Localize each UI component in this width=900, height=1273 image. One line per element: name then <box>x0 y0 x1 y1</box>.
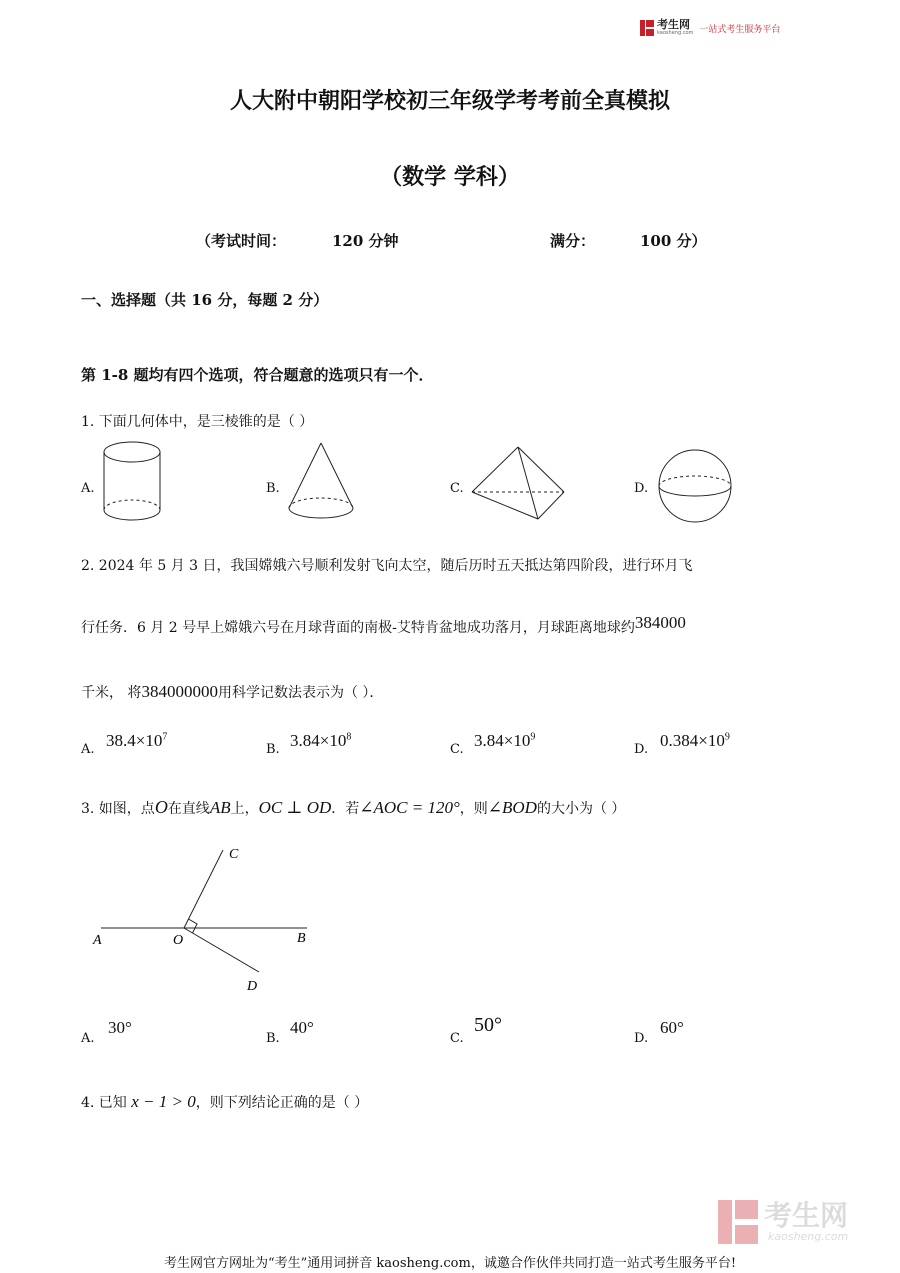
question-2-line-3-post: 用科学记数法表示为（ ）． <box>217 685 384 701</box>
q3-line-ab: AB <box>209 798 231 817</box>
q3-option-c-value: 50° <box>474 1014 502 1036</box>
ray-oc <box>184 850 223 928</box>
triangular-pyramid-figure <box>468 444 568 524</box>
q3-pre: 3. 如图，点 <box>81 801 155 817</box>
section-heading: 一、选择题（共 16 分，每题 2 分） <box>81 291 329 309</box>
label-a: A <box>93 933 102 948</box>
label-d: D <box>247 979 258 994</box>
q2-option-a-exp: 7 <box>162 731 168 743</box>
exam-time-value: 120 分钟 <box>332 232 399 250</box>
q3-angle-bod: ∠BOD <box>487 798 537 817</box>
q3-option-d-value: 60° <box>660 1018 684 1037</box>
q2-option-b-value <box>290 731 351 751</box>
q1-option-c-label: C. <box>450 481 464 496</box>
exam-time-label: （考试时间： <box>196 232 287 250</box>
header-slogan: 一站式考生服务平台 <box>699 24 781 35</box>
q3-angle-aoc: ∠AOC = 120° <box>359 798 460 817</box>
q2-option-a-value <box>106 731 167 751</box>
q1-option-b-label: B. <box>266 481 280 496</box>
label-o: O <box>173 933 184 948</box>
watermark-domain: kaosheng.com <box>768 1229 849 1243</box>
q2-option-d-base: 0.384×10 <box>660 731 725 750</box>
q3-mid3: ．若 <box>331 801 360 817</box>
q3-point-o: O <box>154 797 168 817</box>
watermark <box>718 1200 848 1244</box>
ray-od <box>184 928 259 972</box>
label-c: C <box>229 847 239 862</box>
q3-mid4: ，则 <box>459 801 488 817</box>
q3-option-b-label: B. <box>266 1031 280 1046</box>
watermark-logo-icon <box>718 1200 758 1244</box>
q3-option-d-label: D. <box>634 1031 649 1046</box>
q2-option-b-base: 3.84×10 <box>290 731 347 750</box>
section-instruction: 第 1-8 题均有四个选项，符合题意的选项只有一个． <box>81 366 434 384</box>
cylinder-figure <box>100 440 166 524</box>
q2-option-d-label: D. <box>634 742 649 757</box>
logo-domain: kaosheng.com <box>657 30 694 36</box>
q3-option-a-value: 30° <box>108 1018 132 1037</box>
q4-pre: 4. 已知 <box>81 1095 127 1111</box>
question-4-stem <box>81 1092 368 1112</box>
q3-mid2: 上， <box>230 801 259 817</box>
q2-option-b-exp: 8 <box>346 731 352 743</box>
q3-post: 的大小为（ ） <box>536 801 626 817</box>
q2-option-c-value <box>474 731 535 751</box>
q3-mid1: 在直线 <box>167 801 210 817</box>
q3-option-b-value: 40° <box>290 1018 314 1037</box>
q3-perpendicular: OC ⊥ OD <box>258 798 332 817</box>
page-footer: 考生网官方网址为“考生”通用词拼音 kaosheng.com，诚邀合作伙伴共同打造一站式考生服务平台! <box>163 1256 737 1271</box>
question-2-line-2-text: 行任务．6 月 2 号早上嫦娥六号在月球背面的南极-艾特肯盆地成功落月，月球距离地球约 <box>81 620 635 636</box>
angle-figure <box>85 838 325 998</box>
full-score-label: 满分： <box>550 232 596 250</box>
q3-option-a-label: A. <box>81 1031 95 1046</box>
q1-option-d-label: D. <box>634 481 649 496</box>
label-b: B <box>297 931 306 946</box>
distance-value: 384000 <box>634 613 686 632</box>
question-3-stem <box>81 797 625 818</box>
page-title: 人大附中朝阳学校初三年级学考考前全真模拟 <box>229 88 670 114</box>
q2-option-c-base: 3.84×10 <box>474 731 531 750</box>
question-2-line-3-pre: 千米， 将 <box>81 685 142 701</box>
header-logo <box>640 20 780 36</box>
q2-option-a-label: A. <box>81 742 95 757</box>
question-2-line-3 <box>81 682 383 702</box>
subject-title: （数学 学科） <box>380 164 520 190</box>
cone-figure <box>284 440 358 522</box>
q4-inequality: x − 1 > 0 <box>131 1092 196 1111</box>
q2-option-d-exp: 9 <box>724 731 730 743</box>
q3-option-c-label: C. <box>450 1031 464 1046</box>
q2-option-b-label: B. <box>266 742 280 757</box>
question-2-line-2 <box>81 613 686 637</box>
sphere-figure <box>654 448 736 524</box>
watermark-text: 考生网 <box>764 1198 849 1232</box>
q2-option-d-value <box>660 731 730 751</box>
q4-post: ，则下列结论正确的是（ ） <box>195 1095 369 1111</box>
kaosheng-logo-icon <box>640 20 654 36</box>
q2-option-a-base: 38.4×10 <box>106 731 163 750</box>
q1-option-a-label: A. <box>81 481 95 496</box>
question-2-line-1: 2. 2024 年 5 月 3 日，我国嫦娥六号顺利发射飞向太空，随后历时五天抵达第四阶段，进行环月飞 <box>81 558 693 574</box>
q2-option-c-exp: 9 <box>530 731 536 743</box>
question-1-stem: 1. 下面几何体中，是三棱锥的是（ ） <box>81 414 314 430</box>
full-score-value: 100 分） <box>640 232 707 250</box>
distance-meters-value: 384000000 <box>141 682 218 701</box>
logo-name: 考生网 <box>657 18 690 31</box>
q2-option-c-label: C. <box>450 742 464 757</box>
